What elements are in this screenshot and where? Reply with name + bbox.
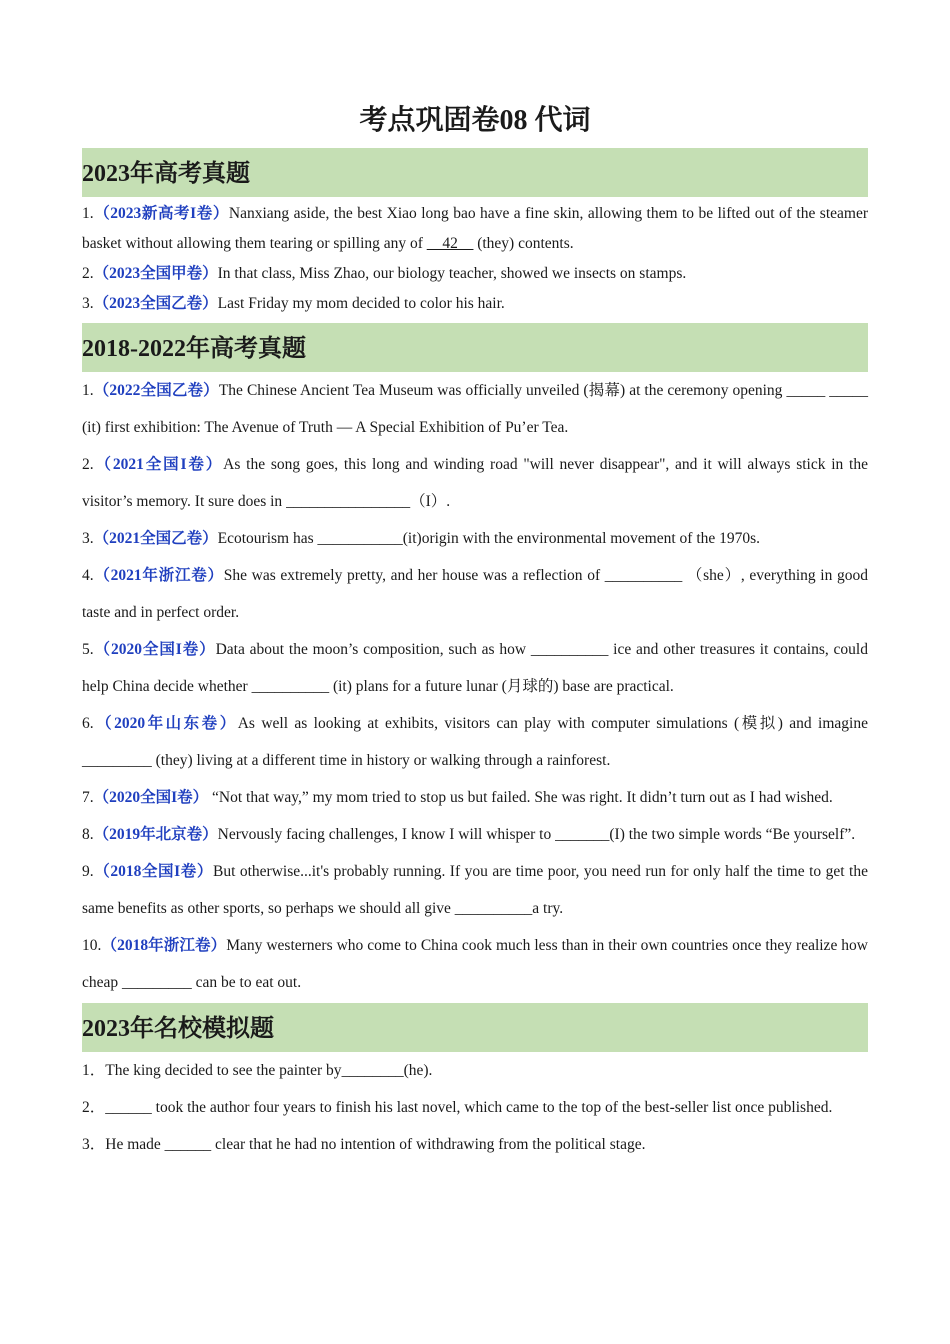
question-item — [82, 1089, 868, 1126]
answer-blank: __________ — [454, 900, 533, 917]
question-text-end: ice and other treasures it contains, could help China decide whether __________ (it) plans for a future lunar (月球的) base are practical. — [82, 641, 868, 695]
question-item — [82, 199, 868, 259]
question-item — [82, 446, 868, 520]
question-item — [82, 779, 868, 816]
document-page — [82, 100, 868, 1163]
question-text: Ecotourism has — [217, 530, 318, 547]
question-number: 3. — [82, 530, 94, 547]
answer-blank: _____ _____ — [786, 382, 868, 399]
question-number: 6. — [82, 715, 94, 732]
answer-blank: _________ — [122, 974, 192, 991]
question-text: As well as looking at exhibits, visitors can play with computer simulations (模拟) and imagine — [237, 715, 868, 732]
question-number: 2. — [82, 456, 94, 473]
question-number: 10. — [82, 937, 102, 954]
question-text: But otherwise...it's probably running. If you are time poor, you need run for only half the time to get the same benefits as other sports, so perhaps we should all give — [82, 863, 868, 917]
question-source: （2020全国I卷） — [93, 641, 216, 658]
question-source: （2023全国乙卷） — [93, 295, 218, 312]
question-number: 2． — [82, 1099, 106, 1116]
question-number: 3. — [82, 295, 94, 312]
question-source: （2019年北京卷） — [93, 826, 218, 843]
question-number: 7. — [82, 789, 94, 806]
question-source: （2021年浙江卷） — [93, 567, 224, 584]
section-2018-2022-questions — [82, 372, 868, 1001]
answer-blank: ______ — [164, 1136, 212, 1153]
question-text: In that class, Miss Zhao, our biology teacher, showed we insects on stamps. — [217, 265, 687, 282]
question-item — [82, 705, 868, 779]
answer-blank: __________ — [530, 641, 609, 658]
answer-blank: _______ — [555, 826, 610, 843]
question-number: 1． — [82, 1062, 106, 1079]
question-source: （2021全国乙卷） — [93, 530, 218, 547]
question-text-end: a try. — [532, 900, 564, 917]
question-text: Data about the moon’s composition, such as how — [215, 641, 531, 658]
question-item — [82, 557, 868, 631]
question-source: （2022全国乙卷） — [93, 382, 219, 399]
question-text: He made — [105, 1136, 165, 1153]
question-number: 4. — [82, 567, 94, 584]
question-number: 5. — [82, 641, 94, 658]
question-text-end: (it)origin with the environmental movement of the 1970s. — [402, 530, 761, 547]
question-item — [82, 289, 868, 319]
question-source: （2023全国甲卷） — [93, 265, 218, 282]
question-number: 8. — [82, 826, 94, 843]
question-number: 9. — [82, 863, 94, 880]
answer-blank: _________ — [82, 752, 152, 769]
page-title: 考点巩固卷08 代词 — [359, 105, 591, 136]
question-item — [82, 259, 868, 289]
answer-blank: ________________ — [286, 493, 411, 510]
question-source: （2018年浙江卷） — [101, 937, 227, 954]
question-item — [82, 927, 868, 1001]
answer-blank: ________ — [341, 1062, 404, 1079]
question-text-end: (they) contents. — [473, 235, 574, 252]
question-source: （2018全国I卷） — [93, 863, 213, 880]
question-item — [82, 1052, 868, 1089]
question-source: （2020年山东卷） — [93, 715, 238, 732]
question-text-end: （she）, everything in good taste and in perfect order. — [82, 567, 868, 621]
question-text: The Chinese Ancient Tea Museum was officially unveiled (揭幕) at the ceremony opening — [218, 382, 787, 399]
question-text: As the song goes, this long and winding road "will never disappear", and it will always stick in the visitor’s memory. It sure does in — [82, 456, 868, 510]
question-text-end: （I）. — [410, 493, 451, 510]
question-number: 1. — [82, 382, 94, 399]
question-item — [82, 853, 868, 927]
question-source: （2023新高考I卷） — [93, 205, 229, 222]
question-text-end: (it) first exhibition: The Avenue of Truth — A Special Exhibition of Pu’er Tea. — [82, 419, 569, 436]
answer-blank: __________ — [604, 567, 683, 584]
question-text: She was extremely pretty, and her house was a reflection of — [223, 567, 605, 584]
question-text: “Not that way,” my mom tried to stop us but failed. She was right. It didn’t turn out as I had wished. — [208, 789, 833, 806]
question-text: The king decided to see the painter by — [105, 1062, 342, 1079]
question-text-end: (I) the two simple words “Be yourself”. — [609, 826, 856, 843]
question-text: Many westerners who come to China cook much less than in their own countries once they realize how cheap — [82, 937, 868, 991]
question-text: Last Friday my mom decided to color his hair. — [217, 295, 505, 312]
question-number: 2. — [82, 265, 94, 282]
question-item — [82, 1126, 868, 1163]
question-item — [82, 520, 868, 557]
question-text-end: took the author four years to finish his last novel, which came to the top of the best-seller list once published. — [151, 1099, 833, 1116]
question-item — [82, 816, 868, 853]
question-number: 3． — [82, 1136, 106, 1153]
section-mock-questions — [82, 1052, 868, 1163]
question-text: Nanxiang aside, the best Xiao long bao have a fine skin, allowing them to be lifted out of the steamer basket without allowing them tearing or spilling any of — [82, 205, 868, 252]
question-item — [82, 631, 868, 705]
section-heading-2023: 2023年高考真题 — [82, 148, 868, 197]
question-item — [82, 372, 868, 446]
question-text-end: (he). — [403, 1062, 433, 1079]
answer-blank: ______ — [105, 1099, 152, 1116]
question-source: （2021全国I卷） — [93, 456, 224, 473]
question-source: （2020全国I卷） — [93, 789, 209, 806]
answer-blank: __42__ — [426, 235, 474, 252]
question-text-end: (they) living at a different time in history or walking through a rainforest. — [151, 752, 611, 769]
question-text: Nervously facing challenges, I know I will whisper to — [217, 826, 556, 843]
section-heading-mock: 2023年名校模拟题 — [82, 1003, 868, 1052]
question-text-end: clear that he had no intention of withdrawing from the political stage. — [211, 1136, 646, 1153]
section-2023-questions — [82, 197, 868, 319]
question-text-end: can be to eat out. — [191, 974, 302, 991]
question-number: 1. — [82, 205, 94, 222]
answer-blank: ___________ — [317, 530, 403, 547]
section-heading-2018-2022: 2018-2022年高考真题 — [82, 323, 868, 372]
